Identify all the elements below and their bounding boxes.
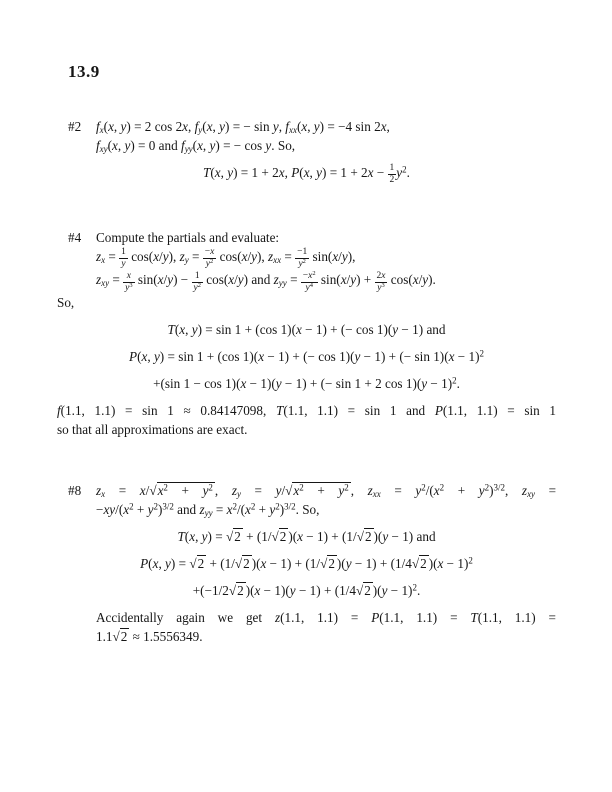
math-line: so that all approximations are exact. [57,422,248,438]
fraction-denominator [192,283,203,294]
math-variable: x [228,272,235,288]
superscript: 3 [129,281,133,289]
fraction [295,247,309,270]
problem-block-4 [57,228,556,439]
radical-sign: √ [320,556,328,572]
math-variable: P [129,349,138,365]
math-variable: y [272,119,279,134]
radicand: 2 [237,583,244,599]
math-variable: z [96,272,102,288]
radical [112,629,129,644]
math-line: P(x, y) = √2 + (1/√2 )(x − 1) + (1/√2 )(y − 1) + (1/4√2 )$(x - 1)^2$ [140,555,473,572]
math-variable: x [197,138,203,153]
math-variable: P [140,556,149,572]
superscript: 2 [129,501,134,512]
radical-sign: √ [189,556,197,572]
math-variable: y [275,483,282,499]
math-variable: T [275,403,284,419]
subscript: xy [527,489,536,500]
math-variable: x [152,556,159,572]
superscript: 2 [208,482,213,493]
math-variable: x [157,272,164,288]
math-variable: x [214,165,221,180]
math-variable: x [412,272,419,288]
fraction-denominator [295,259,309,270]
math-variable: y [392,322,399,338]
superscript: 4 [309,281,313,289]
math-variable: z [274,610,281,626]
fraction-numerator: 1 [121,247,126,258]
math-variable: T [167,322,175,338]
math-variable: f [285,119,289,134]
math-variable: f [181,138,185,153]
radicand: 2 [243,556,250,572]
math-variable: y [121,259,126,270]
math-line: P(x, y) = sin 1 + (cos 1)(x − 1) + (− cos 1)(y − 1) + (− $\sin 1)(x - 1)^2$ [129,348,484,365]
radical-sign: √ [356,529,364,545]
fraction-denominator [203,259,217,270]
fraction-numerator: 1 [389,163,395,174]
superscript: 2 [484,482,490,493]
radicand: 2 [364,529,372,545]
math-variable: y [338,483,345,499]
math-line: $f_{xy}(x$, y) = 0 and $f_{yy}(x$, y) = − cos y. So, [96,138,296,155]
math-variable: x [278,165,285,180]
math-variable: y [305,282,310,293]
superscript: 2 [344,482,349,493]
math-variable: y [478,483,485,499]
radicand: 2 [197,556,205,572]
superscript: 2 [452,375,457,386]
math-variable: y [109,502,116,518]
math-variable: y [377,282,382,293]
problem-block-8 [57,481,556,646]
math-variable: x [254,583,261,599]
math-line: +(sin 1 − cos 1)(x − 1)(y − 1) + (− sin 1 + 2 $\cos 1)(y - 1)^2$. [153,375,460,392]
math-variable: y [162,249,169,265]
problem-label: #8 [68,483,82,499]
math-variable: z [231,483,237,499]
math-line: 1.1√2 ≈ 1.5556349. [96,629,203,645]
superscript: 2 [163,482,168,493]
fraction [123,271,134,294]
fraction-denominator: 2 [389,175,395,186]
math-variable: y [345,556,352,572]
math-variable: f [96,138,100,153]
math-variable: z [267,249,274,265]
radical [356,583,373,598]
superscript: 3 [381,281,385,289]
radical-sign: √ [355,583,364,599]
math-variable: x [293,483,300,499]
math-variable: y [341,249,348,265]
subscript: xy [99,144,108,155]
math-variable: x [108,119,114,134]
math-line: T(x, y) = √2 + (1/√2 )(x − 1) + (1/√2 )(y − 1) and [177,529,436,545]
superscript: 3/2 [284,501,296,512]
fraction [203,247,217,270]
section-heading: 13.9 [68,62,100,81]
math-variable: x [297,529,303,545]
math-variable: x [245,502,251,518]
math-line: T(x, y) = 1 + 2x, P(x, y) = 1 + 2x − $\frac{1}{2}$ $y^2$. [203,163,410,186]
math-variable: x [437,556,444,572]
math-variable: y [382,529,389,545]
math-variable: x [340,272,347,288]
fraction [301,271,318,294]
superscript: 2 [302,258,306,266]
math-variable: T [177,529,185,545]
math-variable: z [179,249,185,265]
math-variable: x [367,165,374,180]
math-variable: y [219,119,225,134]
subscript: xx [288,125,297,136]
radicand: $x^2 + y^2$ [293,482,349,499]
radicand: $x^2 + y^2$ [157,482,213,499]
math-variable: f [96,119,100,134]
subscript: x [101,489,106,500]
math-variable: y [147,502,154,518]
math-variable: y [202,483,209,499]
math-variable: x [301,119,308,134]
math-variable: x [103,502,110,518]
math-variable: T [203,165,211,180]
radical-sign: √ [149,483,157,499]
math-variable: x [126,270,131,281]
subscript: y [236,489,241,500]
superscript: 2 [421,482,426,493]
superscript: 2 [153,501,158,512]
radicand: 2 [234,529,241,545]
problem-first-line: #4 Compute the partials and evaluate: [68,230,280,246]
math-line: f(1.1, 1.1) = sin 1 ≈ 0.84147098, T(1.1, 1.1) = sin 1 and P(1.1, 1.1) = sin 1 [57,403,556,419]
math-variable: z [199,502,205,518]
superscript: 2 [479,348,484,359]
radical [285,483,351,498]
radical [229,583,246,598]
subscript: yy [184,144,193,155]
math-variable: y [124,138,131,153]
radical [271,529,288,544]
math-variable: P [434,403,443,419]
problem-label: #2 [68,119,82,134]
superscript: 2 [412,582,417,593]
math-variable: z [367,483,373,499]
math-variable: x [433,483,440,499]
radical-sign: √ [225,529,234,545]
math-variable: y [421,376,428,392]
math-variable: y [227,165,234,180]
radicand: 2 [420,556,427,572]
radicand: 2 [364,583,371,599]
superscript: 2 [402,164,407,175]
math-variable: y [298,259,303,270]
fraction-numerator: $-x^2$ [302,269,316,281]
radical [189,556,206,571]
math-variable: y [120,119,127,134]
radical [235,556,252,571]
subscript: y [184,255,189,266]
math-variable: y [265,138,272,153]
math-variable: x [206,119,213,134]
math-variable: x [448,349,455,365]
problem-first-line: #2 $f_x(x$, y) = 2 cos 2x, $f_y(x$, y) = − sin y, $f_{xx}(x$, y) = −4 sin 2x, [68,119,390,136]
math-variable: y [381,583,388,599]
radical [357,529,374,544]
subscript: y [198,125,203,136]
subscript: x [99,125,104,136]
math-variable: z [521,483,528,499]
math-variable: x [123,502,130,518]
fraction [192,271,203,294]
math-variable: x [240,376,247,392]
radicand: 2 [328,556,335,572]
math-variable: x [308,270,313,281]
fraction-numerator: 1 [192,271,203,283]
subscript: yy [278,278,287,289]
radical-sign: √ [411,556,420,572]
math-variable: y [269,502,276,518]
radical [412,556,429,571]
math-line: $-xy/(x^2 + y^2)^{3/2}$ and $z_{yy} = x^2/(x^2 + y^2)^{3/2}$. So, [96,501,320,519]
math-variable: f [194,119,199,134]
math-variable: y [316,165,322,180]
math-variable: x [380,119,387,134]
math-variable: x [189,529,196,545]
math-variable: y [422,272,429,288]
math-variable: x [182,119,189,134]
math-variable: x [241,249,248,265]
superscript: 2 [299,482,304,493]
superscript: 2 [468,555,473,566]
fraction-numerator: −x [204,247,215,258]
math-variable: y [396,165,403,180]
radical-sign: √ [234,556,243,572]
math-variable: P [291,165,300,180]
superscript: 2 [232,501,237,512]
math-variable: y [209,138,216,153]
math-line: +(−1/2√2 )(x − 1)(y − 1) + (1/4√2 )$(y - 1)^2$. [192,582,421,599]
math-variable: y [313,119,320,134]
fraction-denominator [375,283,388,294]
fraction-denominator [301,283,318,294]
subscript: xx [372,489,381,500]
math-variable: f [57,403,61,419]
fraction [388,163,397,186]
math-variable: x [258,349,265,365]
superscript: 2 [210,258,214,266]
math-variable: x [153,249,160,265]
math-variable: x [157,483,164,499]
math-variable: x [295,322,302,338]
math-variable: y [125,282,130,293]
math-variable: y [193,282,198,293]
subscript: x [101,255,106,266]
math-variable: y [167,272,174,288]
math-variable: y [165,556,171,572]
fraction-numerator: 2x [376,270,386,281]
radical-sign: √ [228,583,237,599]
math-line: $z_{xy}$ = $\frac{x}{y^3}$ sin(x/y) − $\frac{1}{y^2}$ cos(x/y) and $z_{yy}$ = $\frac{-x^2}{y^4}$ sin(x/y) + $\frac{2x}{y^3}$ cos(x/y). [96,269,436,293]
math-variable: y [205,259,211,270]
math-variable: x [141,349,148,365]
fraction-denominator [119,259,128,270]
superscript: 3/2 [162,501,174,512]
math-variable: x [226,502,233,518]
radicand: 2 [279,529,287,545]
math-variable: y [237,272,244,288]
math-variable: x [112,138,118,153]
math-variable: y [275,376,282,392]
math-variable: z [96,249,102,265]
radical [226,529,243,544]
fraction-numerator: −1 [297,247,308,258]
radical-sign: √ [112,629,120,645]
superscript: 3/2 [493,482,506,493]
math-variable: y [350,272,357,288]
superscript: 2 [439,482,445,493]
math-variable: x [210,247,215,258]
math-line: T(x, y) = sin 1 + (cos 1)(x − 1) + (− cos 1)(y − 1) and [167,322,446,338]
subscript: yy [204,508,213,519]
radical-sign: √ [285,483,293,499]
subscript: xy [101,278,110,289]
radical [320,556,337,571]
math-variable: y [153,349,160,365]
math-variable: x [260,556,267,572]
math-variable: y [191,322,198,338]
math-line: $z_x$ = $\frac{1}{y}$ cos(x/y), $z_y$ = $\frac{-x}{y^2}$ cos(x/y), $z_{xx}$ = $\frac{-1}{y^2}$ sin(x/y), [96,247,356,270]
math-variable: x [381,270,386,281]
radical [149,483,215,498]
fraction-denominator [123,283,134,294]
math-variable: y [354,349,361,365]
math-variable: z [96,483,102,499]
fraction [375,271,388,294]
math-variable: y [251,249,257,265]
math-variable: y [289,583,296,599]
problem-label: #4 [68,230,82,246]
subscript: xx [273,255,282,266]
problem-first-line: #8 $z_x = x/√x^2 + y^2$ , $z_y = y/√x^2 + y^2$ , $z_{xx} = y^2/(x^2 + y^2)^{3/2}$, $z_{xy}$ = [68,482,557,500]
math-variable: T [470,610,478,626]
superscript: 2 [197,281,201,289]
radical-sign: √ [271,529,279,545]
math-line: Accidentally again we get z(1.1, 1.1) = P(1.1, 1.1) = T(1.1, 1.1) = [96,610,556,626]
math-variable: x [332,249,339,265]
problem-block-2 [57,117,556,186]
superscript: 2 [250,501,256,512]
math-variable: x [139,483,146,499]
superscript: 2 [312,269,316,277]
math-variable: x [179,322,186,338]
math-variable: z [273,272,279,288]
math-variable: x [303,165,310,180]
math-variable: P [371,610,380,626]
fraction [119,247,128,270]
math-variable: y [415,483,422,499]
math-line: So, [57,295,75,311]
superscript: 2 [275,501,280,512]
radicand: 2 [120,629,128,645]
math-variable: y [201,529,208,545]
